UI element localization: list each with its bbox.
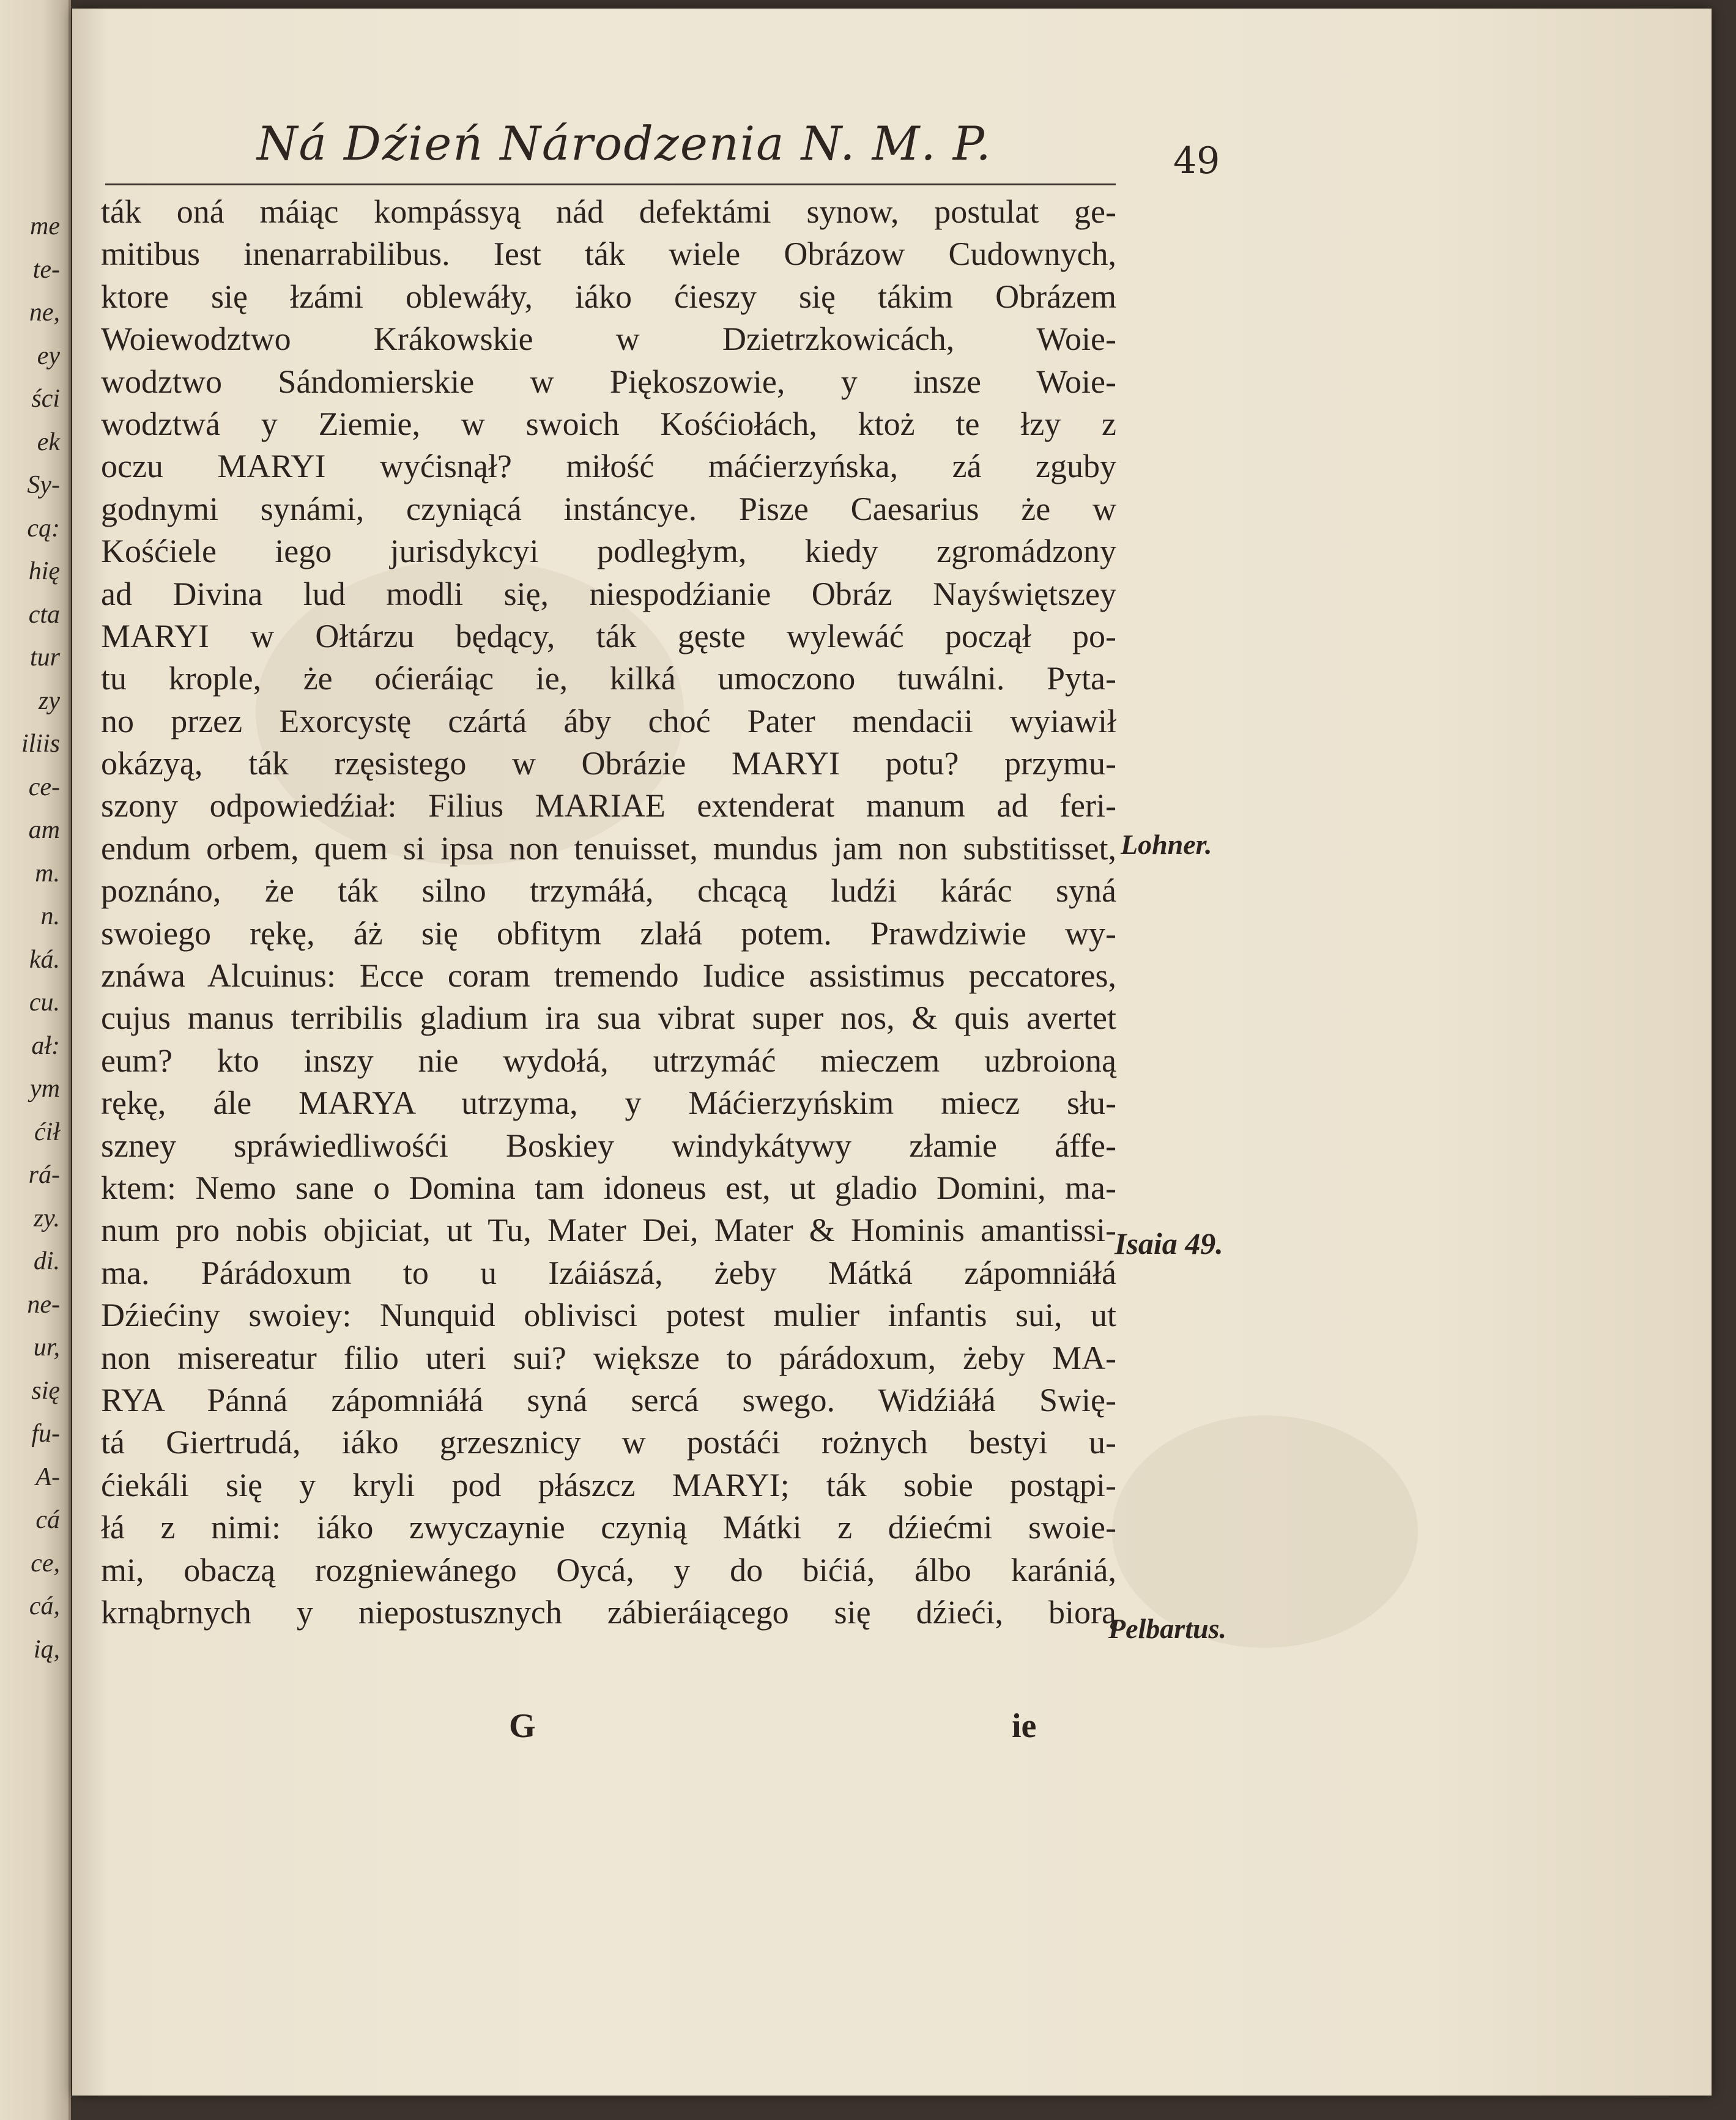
left-page-fragment: ne, <box>29 298 60 327</box>
left-page-fragment: ey <box>37 341 60 370</box>
left-page-fragment: A- <box>35 1462 60 1491</box>
text-line: godnymi synámi, czyniącá instáncye. Pisze Caesarius że w <box>101 490 1116 527</box>
text-line: ma. Párádoxum to u Izáiászá, żeby Mátká zápomniáłá <box>101 1254 1116 1291</box>
text-line: okázyą, ták rzęsistego w Obrázie MARYI potu? przymu- <box>101 745 1116 782</box>
signature-mark: G <box>509 1707 536 1745</box>
text-line: łá z nimi: iáko zwyczaynie czynią Mátki z dźiećmi swoie- <box>101 1509 1116 1546</box>
left-page-fragment: te- <box>32 255 60 284</box>
left-page-fragment: zy <box>39 686 60 715</box>
text-line: poznáno, że ták silno trzymáłá, chcącą ludźi kárác syná <box>101 872 1116 910</box>
text-line: ad Divina lud modli się, niespodźianie Obráz Nayświętszey <box>101 575 1116 612</box>
left-page-fragment: ne- <box>27 1290 60 1319</box>
text-line: krnąbrnych y niepostusznych zábieráiącego się dźieći, biorą <box>101 1593 1116 1631</box>
body-text-block <box>101 191 1116 1634</box>
text-line: ćiekáli się y kryli pod płászcz MARYI; ták sobie postąpi- <box>101 1466 1116 1503</box>
text-line: mitibus inenarrabilibus. Iest ták wiele Obrázow Cudownych, <box>101 235 1116 273</box>
left-page-fragment: ká. <box>29 945 60 974</box>
text-line: RYA Pánná zápomniáłá syná sercá swego. Widźiáłá Swię- <box>101 1381 1116 1418</box>
text-line: num pro nobis objiciat, ut Tu, Mater Dei, Mater & Hominis amantissi- <box>101 1212 1116 1249</box>
left-page-fragment: n. <box>40 902 60 930</box>
left-page-fragment: fu- <box>31 1420 60 1448</box>
left-page-fragment: rá- <box>28 1161 60 1189</box>
text-line: endum orbem, quem si ipsa non tenuisset, mundus jam non substitisset, <box>101 829 1116 867</box>
text-line: Kośćiele iego jurisdykcyi podległym, kiedy zgromádzony <box>101 533 1116 570</box>
left-page-fragment: cta <box>28 600 60 629</box>
left-page-fragment: cá <box>35 1506 60 1534</box>
left-page-fragment: zy. <box>33 1204 60 1232</box>
text-line: tá Giertrudá, iáko grzesznicy w postáći rożnych bestyi u- <box>101 1424 1116 1461</box>
margin-note-pelbartus: Pelbartus. <box>1108 1613 1226 1644</box>
text-line: swoiego rękę, áż się obfitym zlałá potem. Prawdziwie wy- <box>101 914 1116 952</box>
left-page-fragment: iliis <box>21 730 60 758</box>
left-page-fragment: ał: <box>31 1031 60 1060</box>
left-page-fragment: m. <box>35 859 60 888</box>
text-line: ták oná máiąc kompássyą nád defektámi synow, postulat ge- <box>101 193 1116 230</box>
left-page-fragment: me <box>30 212 60 240</box>
left-page-fragment: ści <box>31 385 60 413</box>
page-number: 49 <box>1173 139 1220 182</box>
text-line: oczu MARYI wyćisnął? miłość máćierzyńska, zá zguby <box>101 448 1116 485</box>
left-page-fragment: Sy- <box>27 471 60 499</box>
text-line: Dźiećiny swoiey: Nunquid oblivisci potest mulier infantis sui, ut <box>101 1297 1116 1334</box>
text-line: ktore się łzámi oblewáły, iáko ćieszy się tákim Obrázem <box>101 278 1116 315</box>
text-line: znáwa Alcuinus: Ecce coram tremendo Iudice assistimus peccatores, <box>101 957 1116 995</box>
text-line: rękę, ále MARYA utrzyma, y Máćierzyńskim miecz słu- <box>101 1084 1116 1122</box>
left-page-fragment: ek <box>37 428 60 456</box>
margin-note-isaia: Isaia 49. <box>1115 1226 1223 1261</box>
left-page-fragment: cu. <box>29 988 60 1017</box>
left-page-fragment: ur, <box>33 1333 60 1362</box>
left-page-fragment: cą: <box>27 514 60 543</box>
text-line: szony odpowiedźiał: Filius MARIAE extenderat manum ad feri- <box>101 787 1116 825</box>
text-line: non misereatur filio uteri sui? większe to párádoxum, żeby MA- <box>101 1339 1116 1376</box>
left-page-fragment: ćił <box>34 1117 60 1146</box>
text-line: cujus manus terribilis gladium ira sua vibrat super nos, & quis avertet <box>101 999 1116 1037</box>
text-line: no przez Exorcystę czártá áby choć Pater mendacii wyiawił <box>101 702 1116 739</box>
running-title: Ná Dźień Národzenia N. M. P. <box>257 116 992 171</box>
left-page-fragment: am <box>28 816 60 844</box>
text-line: wodztwá y Ziemie, w swoich Kośćiołách, ktoż te łzy z <box>101 405 1116 442</box>
text-line: wodztwo Sándomierskie w Piękoszowie, y insze Woie- <box>101 363 1116 400</box>
left-page-fragment: się <box>31 1376 60 1405</box>
header-rule <box>105 183 1116 185</box>
left-page-fragment: ce, <box>31 1549 60 1577</box>
left-page-fragment: ią, <box>33 1635 60 1664</box>
left-page-fragment: ce- <box>28 773 60 801</box>
text-line: ktem: Nemo sane o Domina tam idoneus est, ut gladio Domini, ma- <box>101 1169 1116 1206</box>
text-line: mi, obaczą rozgniewánego Oycá, y do bićiá, álbo karániá, <box>101 1551 1116 1588</box>
margin-note-lohner: Lohner. <box>1121 829 1212 860</box>
text-line: eum? kto inszy nie wydołá, utrzymáć mieczem uzbroioną <box>101 1042 1116 1079</box>
left-page-line-fragments <box>2 205 64 1671</box>
left-page-fragment: di. <box>33 1247 60 1275</box>
left-page-fragment: cá, <box>29 1592 60 1620</box>
text-line: Woiewodztwo Krákowskie w Dzietrzkowicách, Woie- <box>101 321 1116 358</box>
text-line: tu krople, że oćieráiąc ie, kilká umoczono tuwálni. Pyta- <box>101 660 1116 697</box>
left-page-fragment: ym <box>30 1075 60 1103</box>
catchword: ie <box>1012 1707 1037 1745</box>
left-page-fragment: hię <box>28 557 60 585</box>
text-line: MARYI w Ołtárzu będący, ták gęste wylewáć począł po- <box>101 617 1116 654</box>
left-page-fragment: tur <box>29 643 60 672</box>
text-line: szney spráwiedliwośći Boskiey windykátywy złamie áffe- <box>101 1127 1116 1164</box>
